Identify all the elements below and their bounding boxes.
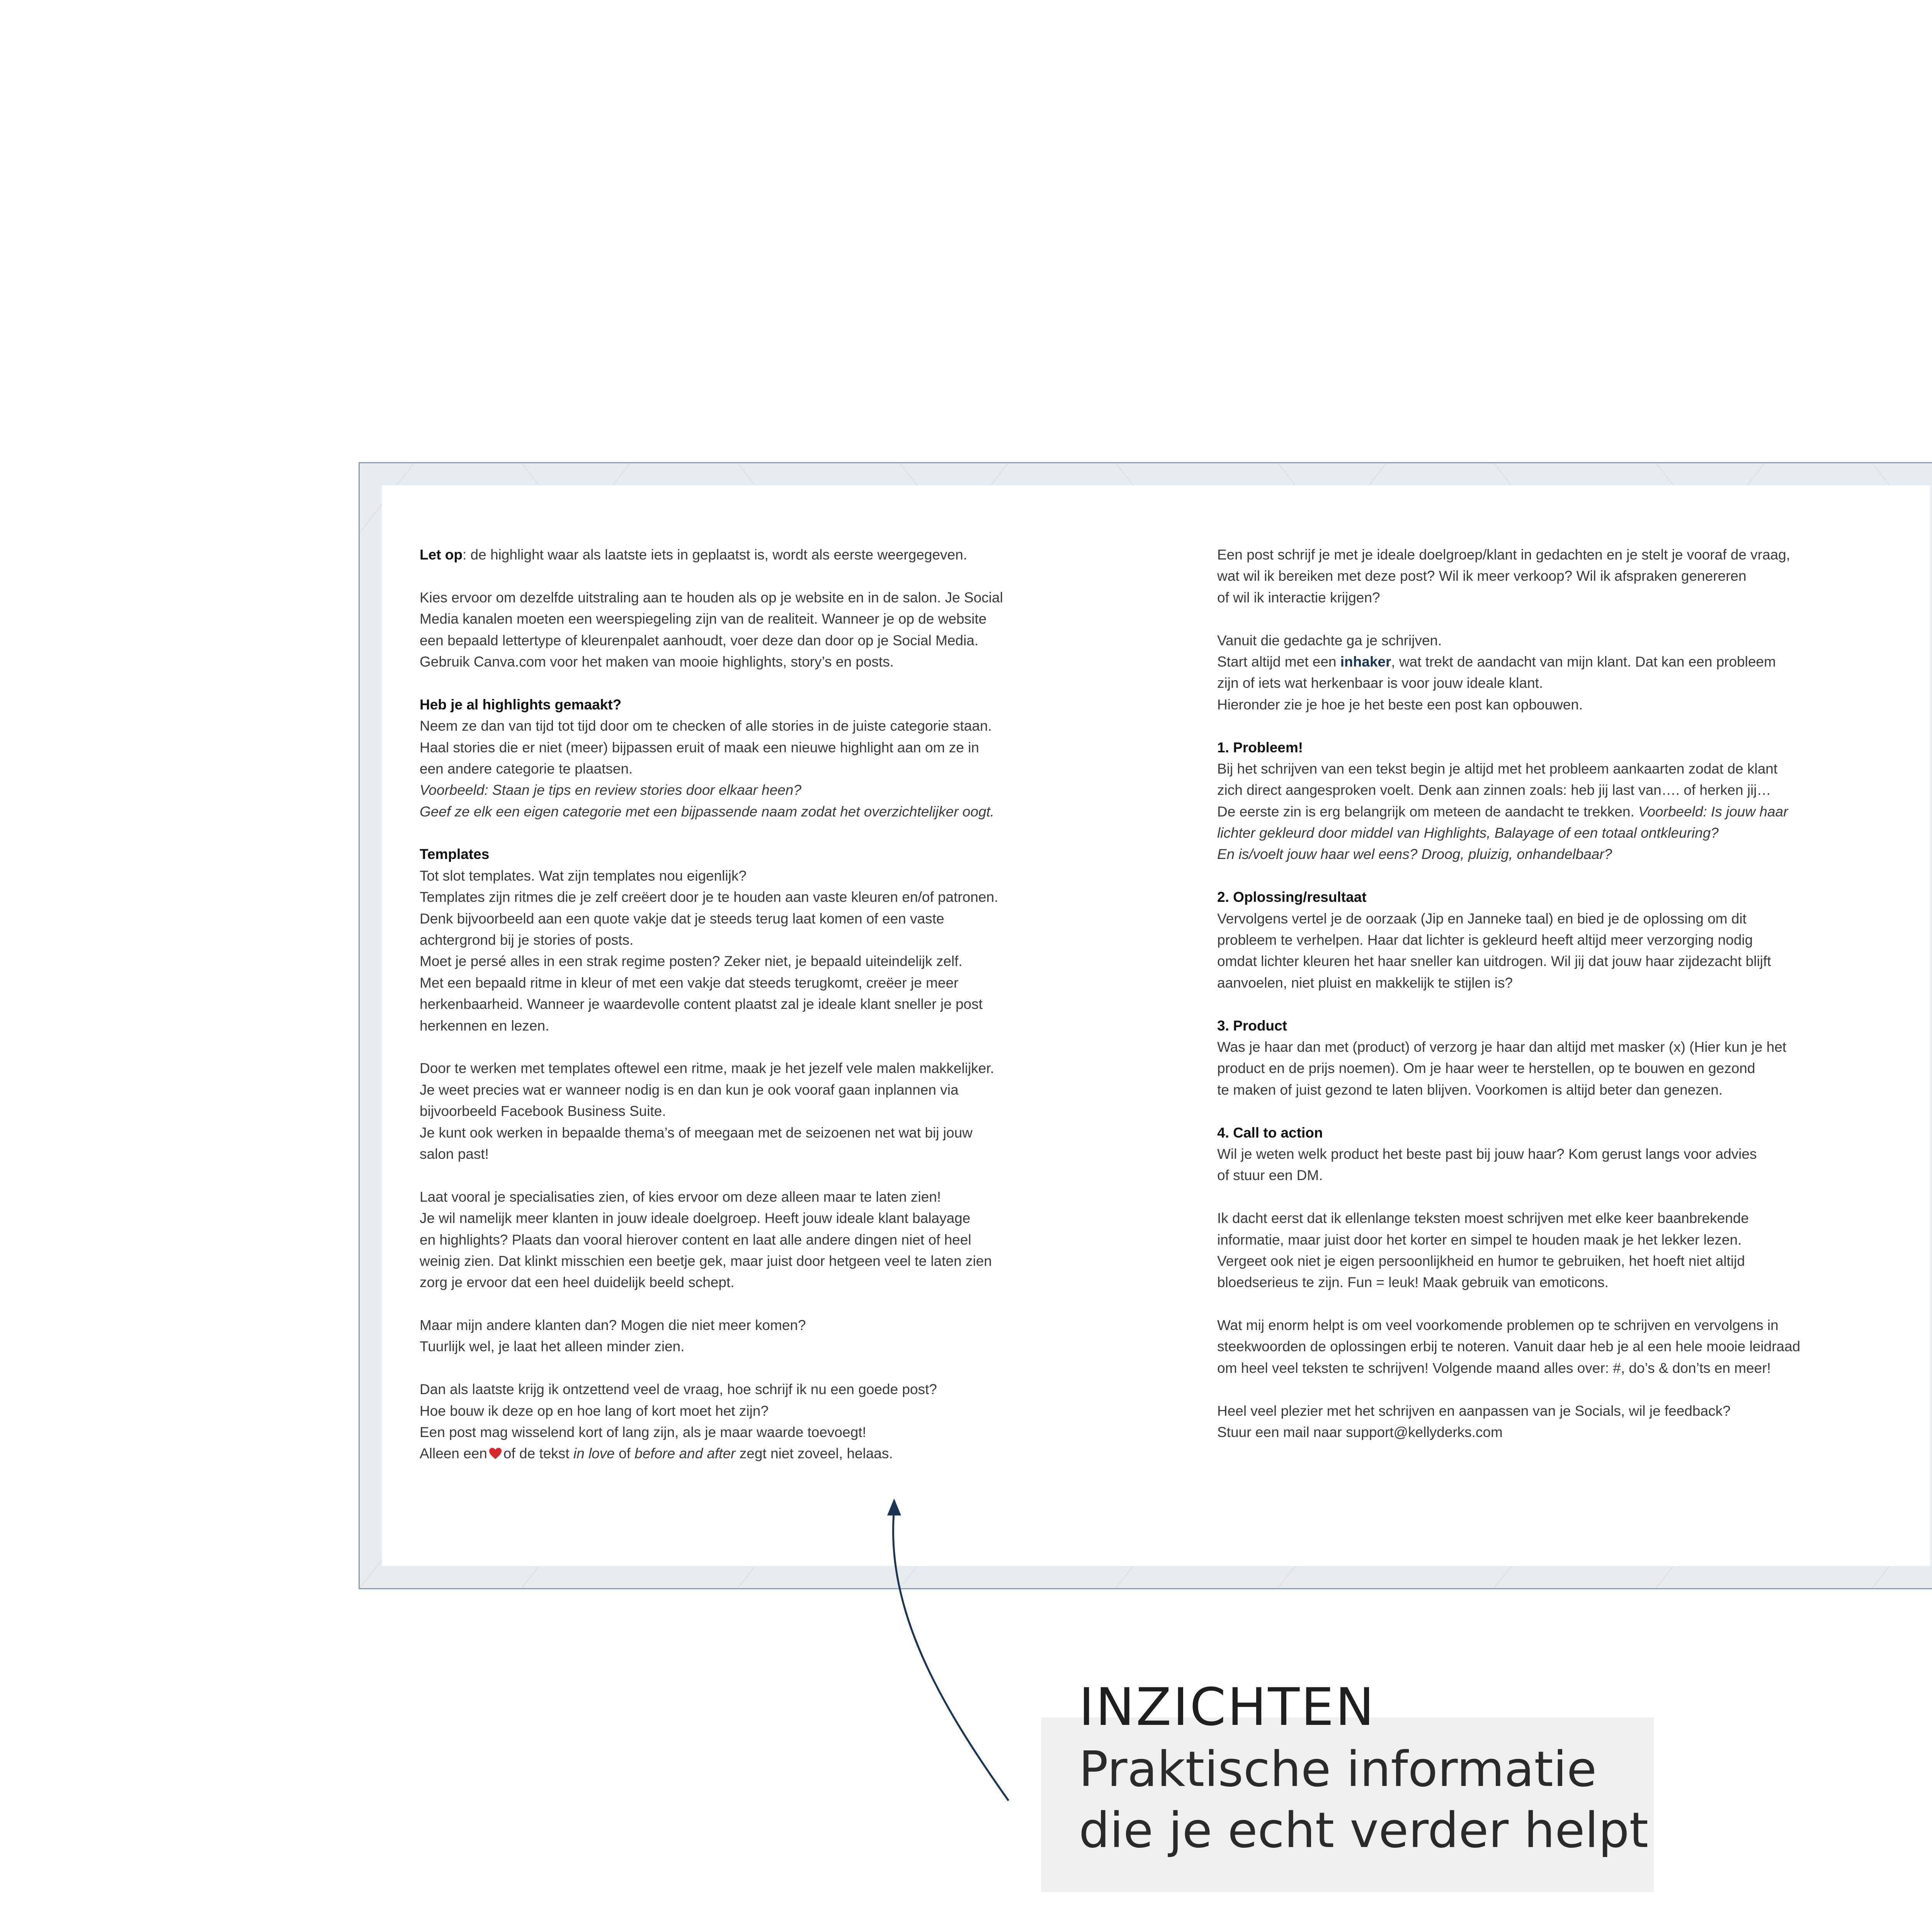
text-run: Geef ze elk een eigen categorie met een bijpassende naam zodat het overzichtelijker oogt. (420, 803, 995, 820)
text-run: En is/voelt jouw haar wel eens? Droog, pluizig, onhandelbaar? (1217, 846, 1612, 862)
text-line (420, 865, 1100, 886)
text-line (1217, 672, 1897, 694)
section-heading: Heb je al highlights gemaakt? (420, 696, 622, 713)
section-heading: 2. Oplossing/resultaat (1217, 889, 1367, 905)
text-run: Was je haar dan met (product) of verzorg je haar dan altijd met masker (x) (Hier kun je het (1217, 1039, 1787, 1055)
text-run: Laat vooral je specialisaties zien, of kies ervoor om deze alleen maar te laten zien! (420, 1189, 941, 1205)
text-line (1217, 1079, 1897, 1100)
text-run: Media kanalen moeten een weerspiegeling zijn van de realiteit. Wanneer je op de website (420, 611, 987, 627)
heart-icon (489, 1447, 502, 1460)
text-run: bijvoorbeeld Facebook Business Suite. (420, 1103, 666, 1119)
text-line (1217, 1165, 1897, 1186)
paragraph-gap (1217, 1379, 1897, 1400)
text-run: zich direct aangesproken voelt. Denk aan zinnen zoals: heb jij last van…. of herken jij… (1217, 782, 1771, 798)
text-run: een andere categorie te plaatsen. (420, 760, 633, 777)
text-line (420, 694, 1100, 715)
text-run: Een post schrijf je met je ideale doelgroep/klant in gedachten en je stelt je vooraf de vraag, (1217, 547, 1790, 563)
text-line (1217, 1229, 1897, 1250)
callout-title: INZICHTEN (1079, 1677, 1376, 1737)
text-line (1217, 822, 1897, 844)
text-run: steekwoorden de oplossingen erbij te noteren. Vanuit daar heb je al een hele mooie leidraad (1217, 1338, 1801, 1355)
text-run: Je kunt ook werken in bepaalde thema’s of meegaan met de seizoenen net wat bij jouw (420, 1124, 973, 1141)
text-run: Met een bepaald ritme in kleur of met een vakje dat steeds terugkomt, creëer je meer (420, 975, 959, 991)
text-run: herkenbaarheid. Wanneer je waardevolle content plaatst zal je ideale klant sneller je post (420, 996, 983, 1012)
text-line (1217, 886, 1897, 908)
text-line (420, 951, 1100, 972)
text-run: before and after (634, 1446, 736, 1462)
text-line (1217, 1336, 1897, 1357)
text-run: : de highlight waar als laatste iets in geplaatst is, wordt als eerste weergegeven. (462, 547, 967, 563)
text-line (1217, 1315, 1897, 1336)
text-run: of de tekst (503, 1446, 573, 1462)
text-line (1217, 1036, 1897, 1058)
text-run: probleem te verhelpen. Haar dat lichter is gekleurd heeft altijd meer verzorging nodig (1217, 932, 1753, 948)
text-line (1217, 1122, 1897, 1143)
text-line (1217, 758, 1897, 779)
text-line (420, 1079, 1100, 1100)
text-run: Start altijd met een (1217, 653, 1340, 670)
text-run: zorg je ervoor dat een heel duidelijk beeld schept. (420, 1274, 735, 1291)
text-run: Neem ze dan van tijd tot tijd door om te checken of alle stories in de juiste categorie staan. (420, 718, 992, 734)
paragraph-gap (420, 565, 1100, 587)
text-run: of stuur een DM. (1217, 1167, 1323, 1184)
text-line (1217, 1422, 1897, 1443)
paragraph-gap (1217, 608, 1897, 629)
text-line (420, 1400, 1100, 1422)
text-run: Bij het schrijven van een tekst begin je altijd met het probleem aankaarten zodat de klant (1217, 760, 1778, 777)
text-line (420, 544, 1100, 565)
callout-subtitle-line-2: die je echt verder helpt (1079, 1802, 1649, 1859)
section-heading: 1. Probleem! (1217, 739, 1303, 755)
text-run: Tot slot templates. Wat zijn templates nou eigenlijk? (420, 867, 747, 884)
text-run: Een post mag wisselend kort of lang zijn, als je maar waarde toevoegt! (420, 1424, 866, 1440)
text-run: Hieronder zie je hoe je het beste een post kan opbouwen. (1217, 696, 1583, 713)
paragraph-gap (420, 1036, 1100, 1058)
text-run: product en de prijs noemen). Om je haar weer te herstellen, op te bouwen en gezond (1217, 1060, 1755, 1077)
text-line (1217, 1400, 1897, 1422)
text-run: Ik dacht eerst dat ik ellenlange teksten moest schrijven met elke keer baanbrekende (1217, 1210, 1749, 1226)
text-run: , wat trekt de aandacht van mijn klant. Dat kan een probleem (1391, 653, 1776, 670)
text-run: aanvoelen, niet pluist en makkelijk te stijlen is? (1217, 975, 1513, 991)
text-run: wat wil ik bereiken met deze post? Wil ik meer verkoop? Wil ik afspraken genereren (1217, 568, 1747, 584)
text-line (1217, 779, 1897, 801)
text-run: Voorbeeld: Is jouw haar (1638, 803, 1788, 820)
text-run: of wil ik interactie krijgen? (1217, 589, 1380, 605)
text-run: Haal stories die er niet (meer) bijpassen eruit of maak een nieuwe highlight aan om ze in (420, 739, 979, 755)
text-run: en highlights? Plaats dan vooral hierover content en laat alle andere dingen niet of heel (420, 1231, 971, 1248)
text-line (1217, 651, 1897, 672)
text-run: Maar mijn andere klanten dan? Mogen die niet meer komen? (420, 1317, 806, 1333)
left-column (420, 544, 1100, 1464)
text-run: Vergeet ook niet je eigen persoonlijkheid en humor te gebruiken, het hoeft niet altijd (1217, 1253, 1745, 1269)
text-line (420, 715, 1100, 736)
text-line (1217, 844, 1897, 865)
paragraph-gap (1217, 1100, 1897, 1122)
text-line (420, 972, 1100, 993)
text-run: Hoe bouw ik deze op en hoe lang of kort moet het zijn? (420, 1403, 769, 1419)
paragraph-gap (1217, 993, 1897, 1015)
paragraph-gap (1217, 865, 1897, 886)
text-line (420, 1229, 1100, 1250)
text-line (420, 1315, 1100, 1336)
text-line (420, 844, 1100, 865)
text-line (420, 587, 1100, 608)
text-line (420, 1143, 1100, 1165)
text-line (420, 801, 1100, 822)
text-run: Templates zijn ritmes die je zelf creëert door je te houden aan vaste kleuren en/of patronen. (420, 889, 998, 905)
text-run: bloedserieus te zijn. Fun = leuk! Maak gebruik van emoticons. (1217, 1274, 1609, 1291)
text-run: Wil je weten welk product het beste past bij jouw haar? Kom gerust langs voor advies (1217, 1146, 1757, 1162)
text-line (1217, 587, 1897, 608)
text-line (420, 779, 1100, 801)
text-run: Tuurlijk wel, je laat het alleen minder zien. (420, 1338, 685, 1355)
text-line (420, 886, 1100, 908)
text-line (1217, 1143, 1897, 1165)
section-heading: Templates (420, 846, 490, 862)
text-line (1217, 801, 1897, 822)
paragraph-gap (420, 822, 1100, 844)
highlight-word: inhaker (1340, 653, 1391, 670)
text-line (420, 1422, 1100, 1443)
text-run: Denk bijvoorbeeld aan een quote vakje dat je steeds terug laat komen of een vaste (420, 910, 944, 927)
text-line (420, 993, 1100, 1015)
text-line (1217, 1058, 1897, 1079)
text-line (1217, 908, 1897, 929)
text-run: of (614, 1446, 635, 1462)
text-line (420, 908, 1100, 929)
text-run: Je weet precies wat er wanneer nodig is en dan kun je ook vooraf gaan inplannen via (420, 1082, 959, 1098)
text-line (420, 608, 1100, 629)
text-run: Kies ervoor om dezelfde uitstraling aan te houden als op je website en in de salon. Je Social (420, 589, 1003, 605)
section-heading: Let op (420, 547, 463, 563)
paragraph-gap (1217, 715, 1897, 736)
right-column (1217, 544, 1897, 1443)
text-line (1217, 544, 1897, 565)
text-line (1217, 951, 1897, 972)
text-line (420, 1015, 1100, 1036)
text-run: Voorbeeld: Staan je tips en review stories door elkaar heen? (420, 782, 801, 798)
text-run: lichter gekleurd door middel van Highlights, Balayage of een totaal ontkleuring? (1217, 825, 1719, 841)
text-run: Moet je persé alles in een strak regime posten? Zeker niet, je bepaald uiteindelijk zelf. (420, 953, 963, 969)
text-run: Stuur een mail naar support@kellyderks.com (1217, 1424, 1503, 1440)
text-run: weinig zien. Dat klinkt misschien een beetje gek, maar juist door hetgeen veel te laten zien (420, 1253, 992, 1269)
text-line (420, 929, 1100, 951)
text-run: achtergrond bij je stories of posts. (420, 932, 634, 948)
text-run: een bepaald lettertype of kleurenpalet aanhoudt, voer deze dan door op je Social Media. (420, 632, 979, 648)
text-line (420, 1122, 1100, 1143)
text-run: zegt niet zoveel, helaas. (735, 1446, 893, 1462)
text-line (1217, 694, 1897, 715)
text-line (420, 1208, 1100, 1229)
text-line (420, 1379, 1100, 1400)
text-line (420, 758, 1100, 779)
text-run: Vanuit die gedachte ga je schrijven. (1217, 632, 1442, 648)
text-run: Wat mij enorm helpt is om veel voorkomende problemen op te schrijven en vervolgens in (1217, 1317, 1779, 1333)
text-run: herkennen en lezen. (420, 1017, 549, 1034)
paragraph-gap (420, 1293, 1100, 1315)
text-run: Dan als laatste krijg ik ontzettend veel de vraag, hoe schrijf ik nu een goede post? (420, 1381, 937, 1398)
text-run: Gebruik Canva.com voor het maken van mooie highlights, story’s en posts. (420, 653, 894, 670)
text-run: Alleen een (420, 1446, 487, 1462)
callout-subtitle (1079, 1739, 1648, 1861)
text-line (420, 1443, 1100, 1464)
text-line (1217, 630, 1897, 651)
text-line (1217, 1272, 1897, 1293)
text-line (1217, 929, 1897, 951)
text-run: te maken of juist gezond te laten blijven. Voorkomen is altijd beter dan genezen. (1217, 1082, 1723, 1098)
text-line (420, 1272, 1100, 1293)
text-line (1217, 1015, 1897, 1036)
text-line (420, 1186, 1100, 1208)
text-line (420, 1250, 1100, 1272)
paragraph-gap (420, 1357, 1100, 1379)
callout-subtitle-line-1: Praktische informatie (1079, 1741, 1597, 1798)
section-heading: 3. Product (1217, 1017, 1287, 1034)
text-run: informatie, maar juist door het korter en simpel te houden maak je het lekker lezen. (1217, 1231, 1742, 1248)
text-run: omdat lichter kleuren het haar sneller kan uitdrogen. Wil jij dat jouw haar zijdezacht blijft (1217, 953, 1771, 969)
text-run: in love (573, 1446, 615, 1462)
text-line (420, 1100, 1100, 1122)
text-line (1217, 1250, 1897, 1272)
text-line (1217, 565, 1897, 587)
text-run: Heel veel plezier met het schrijven en aanpassen van je Socials, wil je feedback? (1217, 1403, 1731, 1419)
text-line (420, 1336, 1100, 1357)
text-line (1217, 1357, 1897, 1379)
text-run: om heel veel teksten te schrijven! Volgende maand alles over: #, do’s & don’ts en meer! (1217, 1360, 1771, 1376)
text-line (1217, 1208, 1897, 1229)
text-line (1217, 972, 1897, 993)
text-line (420, 737, 1100, 758)
paragraph-gap (1217, 1186, 1897, 1208)
text-run: Door te werken met templates oftewel een ritme, maak je het jezelf vele malen makkelijker. (420, 1060, 994, 1077)
text-line (420, 651, 1100, 672)
text-run: zijn of iets wat herkenbaar is voor jouw ideale klant. (1217, 675, 1543, 691)
text-line (420, 1058, 1100, 1079)
paragraph-gap (1217, 1293, 1897, 1315)
text-run: salon past! (420, 1146, 489, 1162)
text-run: Je wil namelijk meer klanten in jouw ideale doelgroep. Heeft jouw ideale klant balayage (420, 1210, 971, 1226)
paragraph-gap (420, 1165, 1100, 1186)
text-run: De eerste zin is erg belangrijk om meteen de aandacht te trekken. (1217, 803, 1639, 820)
section-heading: 4. Call to action (1217, 1124, 1323, 1141)
paragraph-gap (420, 672, 1100, 694)
text-line (1217, 737, 1897, 758)
text-run: Vervolgens vertel je de oorzaak (Jip en Janneke taal) en bied je de oplossing om dit (1217, 910, 1747, 927)
text-line (420, 630, 1100, 651)
